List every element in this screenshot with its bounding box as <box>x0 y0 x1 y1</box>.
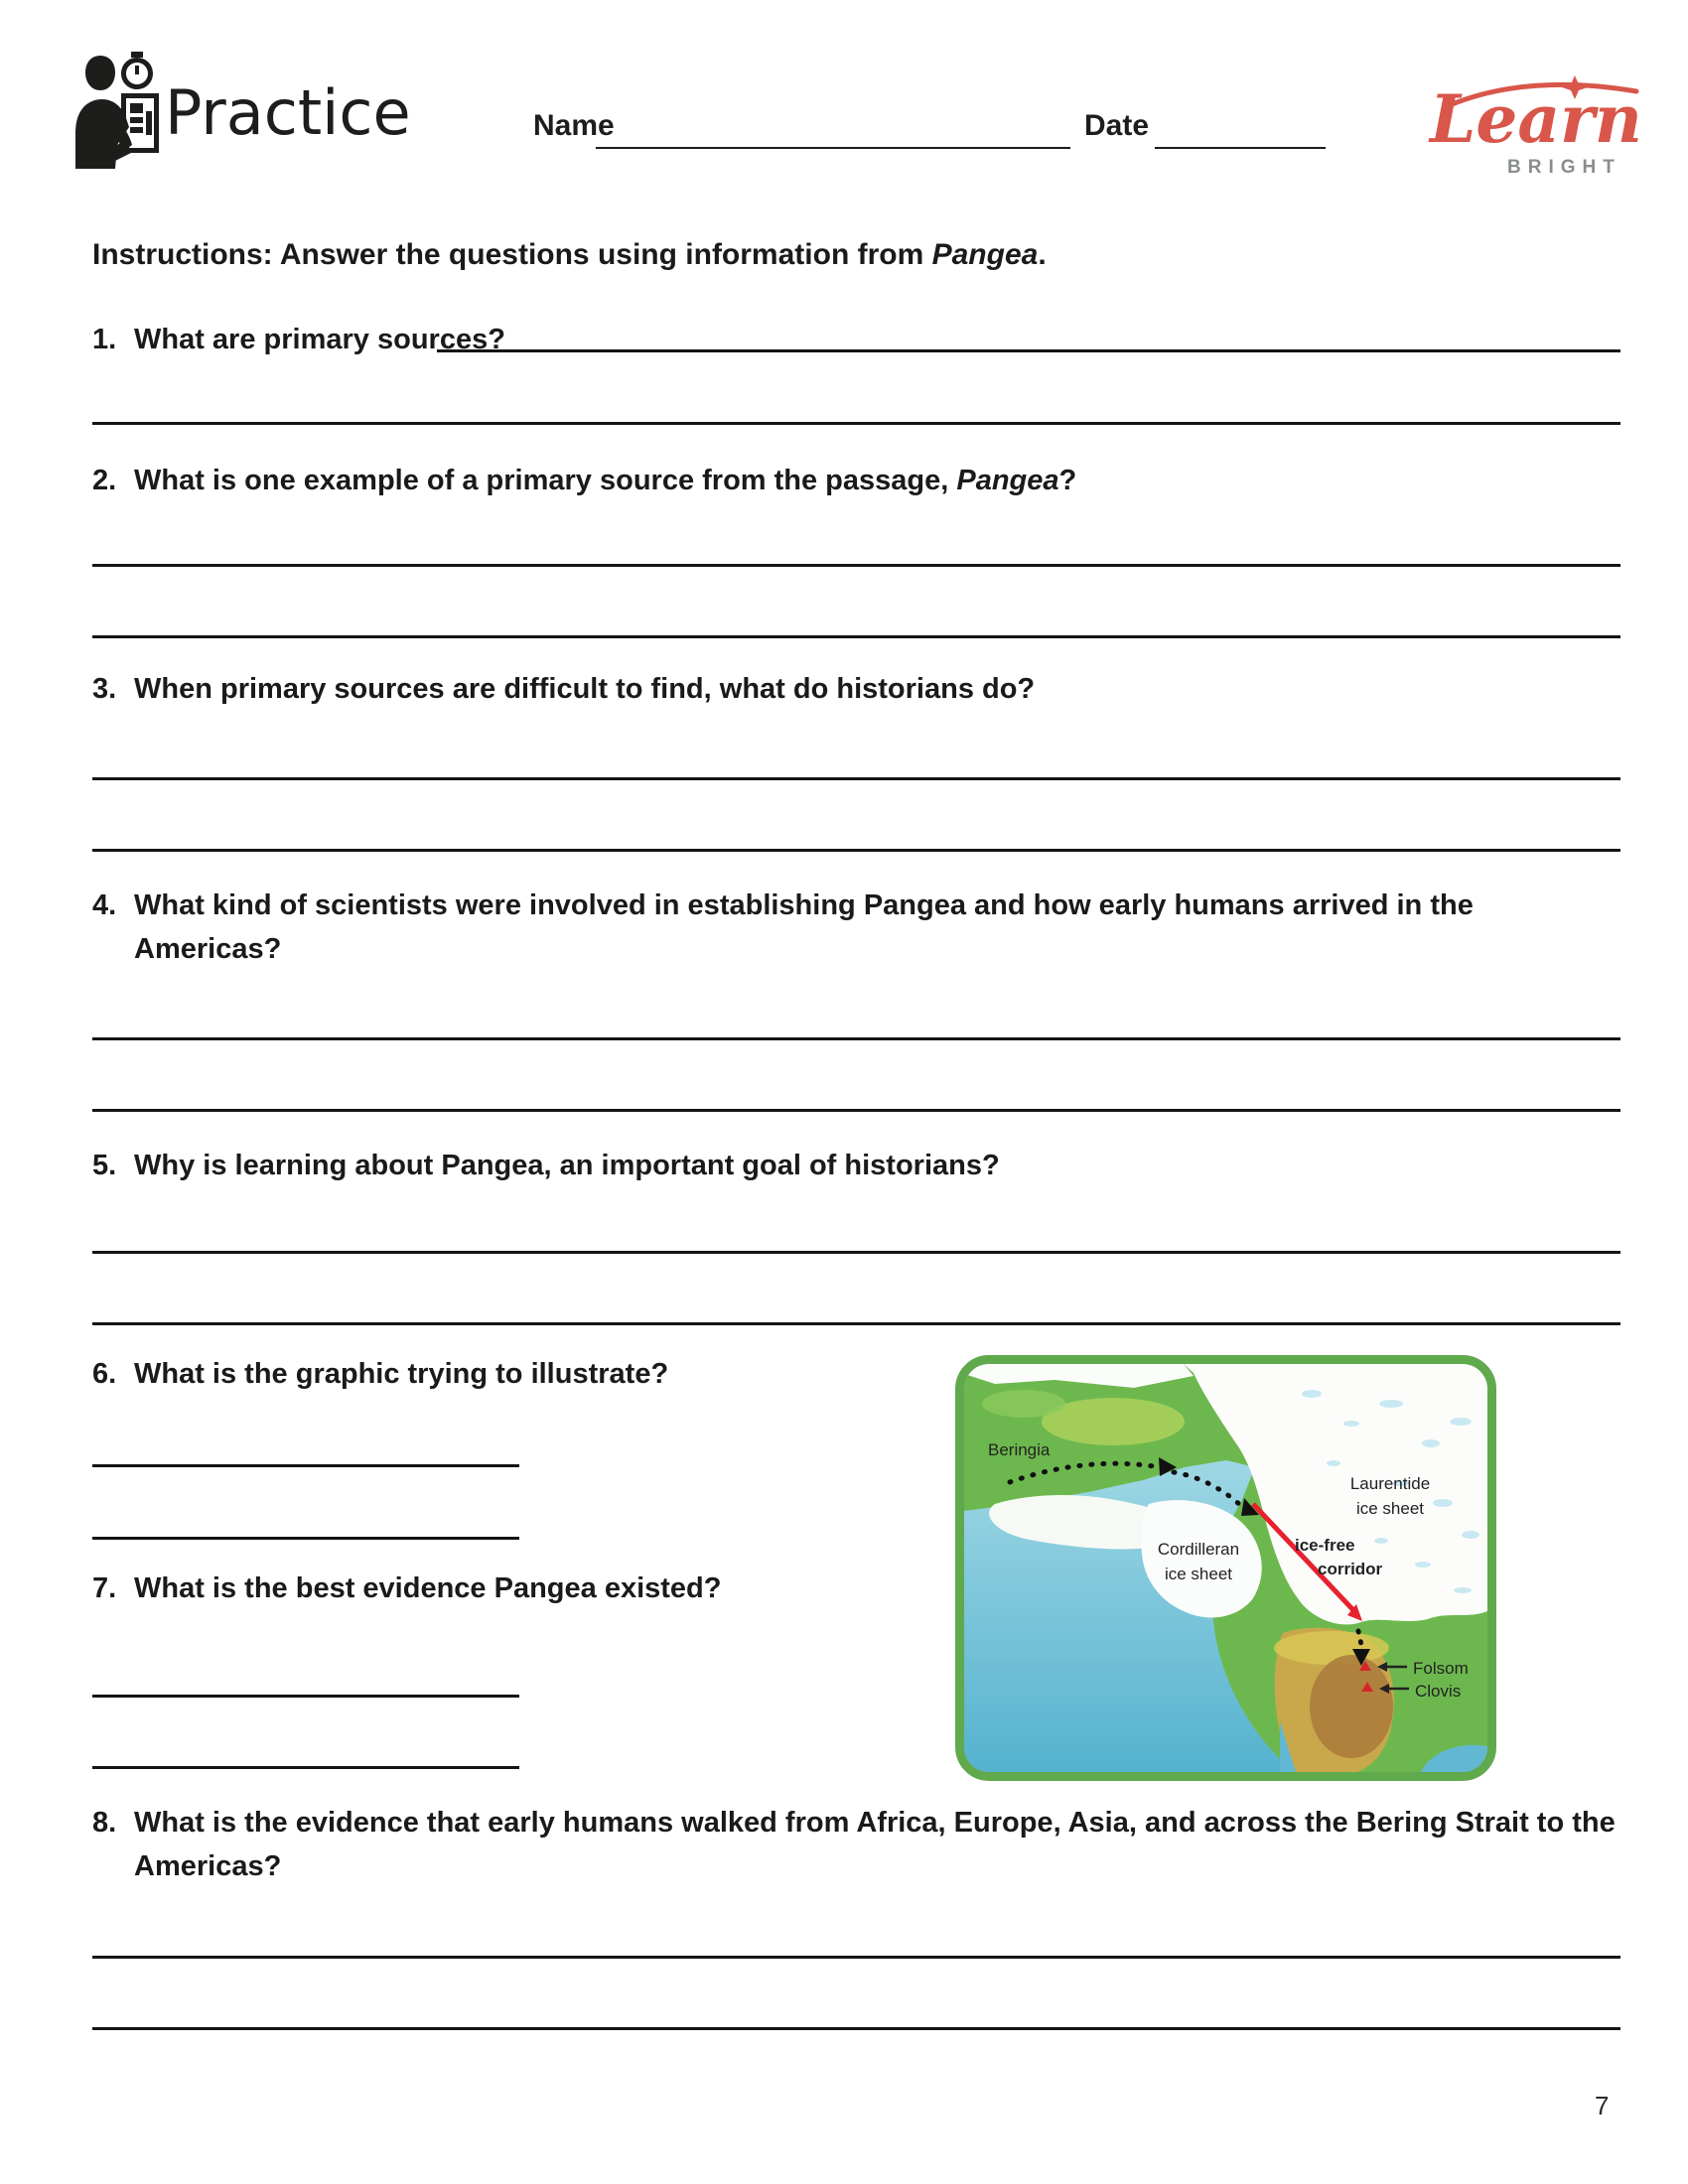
answer-line <box>92 849 1620 852</box>
question-text <box>134 459 1621 502</box>
question-text-part: What is the evidence that early humans walked from Africa, Europe, Asia, and across the Bering Strait to the Americas? <box>134 1807 1616 1882</box>
map-label-cordilleran-ice-sheet <box>1119 1537 1278 1586</box>
answer-line <box>92 1464 519 1467</box>
answer-line <box>92 1537 519 1540</box>
question-text <box>134 667 1621 711</box>
brand-learn-text: Learn <box>1430 80 1642 158</box>
name-blank-line <box>596 147 1070 149</box>
answer-line <box>92 1251 1620 1254</box>
map-label-laurentide-line2: ice sheet <box>1355 1499 1425 1518</box>
map-label-cordilleran-line1: Cordilleran <box>1157 1540 1240 1559</box>
map-label-clovis: Clovis <box>1415 1682 1462 1701</box>
instructions-body: Answer the questions using information from <box>272 238 932 271</box>
question-number: 4. <box>92 889 117 921</box>
answer-line <box>92 1322 1620 1325</box>
map-label-folsom: Folsom <box>1413 1659 1469 1678</box>
map-label-laurentide-line1: Laurentide <box>1349 1474 1431 1493</box>
question-text <box>134 1144 1621 1187</box>
question-text-part: When primary sources are difficult to find, what do historians do? <box>134 673 1036 705</box>
learn-bright-logo <box>1390 50 1658 179</box>
answer-line <box>437 349 1620 352</box>
question-8 <box>92 1801 1621 1888</box>
question-text <box>134 1801 1621 1888</box>
question-number: 2. <box>92 465 117 496</box>
migration-map-figure <box>955 1355 1496 1781</box>
question-number: 3. <box>92 673 117 705</box>
date-blank-line <box>1155 147 1326 149</box>
question-text-part: What is the best evidence Pangea existed? <box>134 1572 722 1604</box>
question-number: 7. <box>92 1572 117 1604</box>
question-text <box>134 884 1621 971</box>
brand-bright-text: BRIGHT <box>1507 157 1621 178</box>
question-4 <box>92 884 1621 971</box>
question-number: 1. <box>92 324 117 355</box>
question-1 <box>92 318 1621 361</box>
date-label: Date <box>1084 109 1150 142</box>
map-label-ice-free: ice-free <box>1295 1536 1355 1555</box>
question-text-part: ? <box>1058 465 1077 496</box>
instructions-text <box>92 238 1602 272</box>
name-label: Name <box>533 109 615 142</box>
question-number: 5. <box>92 1150 117 1181</box>
page-number: 7 <box>1595 2091 1610 2120</box>
answer-line <box>92 2027 1620 2030</box>
question-text-italic: Pangea <box>956 465 1059 496</box>
question-number: 6. <box>92 1358 117 1390</box>
question-text-part: What is the graphic trying to illustrate? <box>134 1358 669 1390</box>
answer-line <box>92 564 1620 567</box>
question-5 <box>92 1144 1621 1187</box>
map-label-laurentide-ice-sheet <box>1306 1471 1475 1521</box>
map-label-cordilleran-line2: ice sheet <box>1164 1565 1233 1583</box>
answer-line <box>92 1695 519 1698</box>
question-number: 8. <box>92 1807 117 1839</box>
map-label-corridor: corridor <box>1318 1560 1383 1578</box>
answer-line <box>92 1037 1620 1040</box>
map-label-beringia: Beringia <box>988 1440 1051 1459</box>
instructions-prefix: Instructions: <box>92 238 273 271</box>
question-text-part: What kind of scientists were involved in establishing Pangea and how early humans arrived in the Americas? <box>134 889 1474 965</box>
instructions-italic-title: Pangea <box>931 238 1039 271</box>
instructions-suffix: . <box>1038 238 1047 271</box>
question-text-part: What are primary sources? <box>134 324 505 355</box>
question-text <box>134 318 1621 361</box>
question-2 <box>92 459 1621 502</box>
question-text-part: What is one example of a primary source from the passage, <box>134 465 957 496</box>
question-3 <box>92 667 1621 711</box>
question-text-part: Why is learning about Pangea, an important goal of historians? <box>134 1150 1000 1181</box>
answer-line <box>92 1109 1620 1112</box>
practice-label: Practice <box>165 76 411 149</box>
answer-line <box>92 777 1620 780</box>
answer-line <box>92 635 1620 638</box>
answer-line <box>92 422 1620 425</box>
answer-line <box>92 1766 519 1769</box>
answer-line <box>92 1956 1620 1959</box>
practice-logo-icon <box>71 50 163 169</box>
